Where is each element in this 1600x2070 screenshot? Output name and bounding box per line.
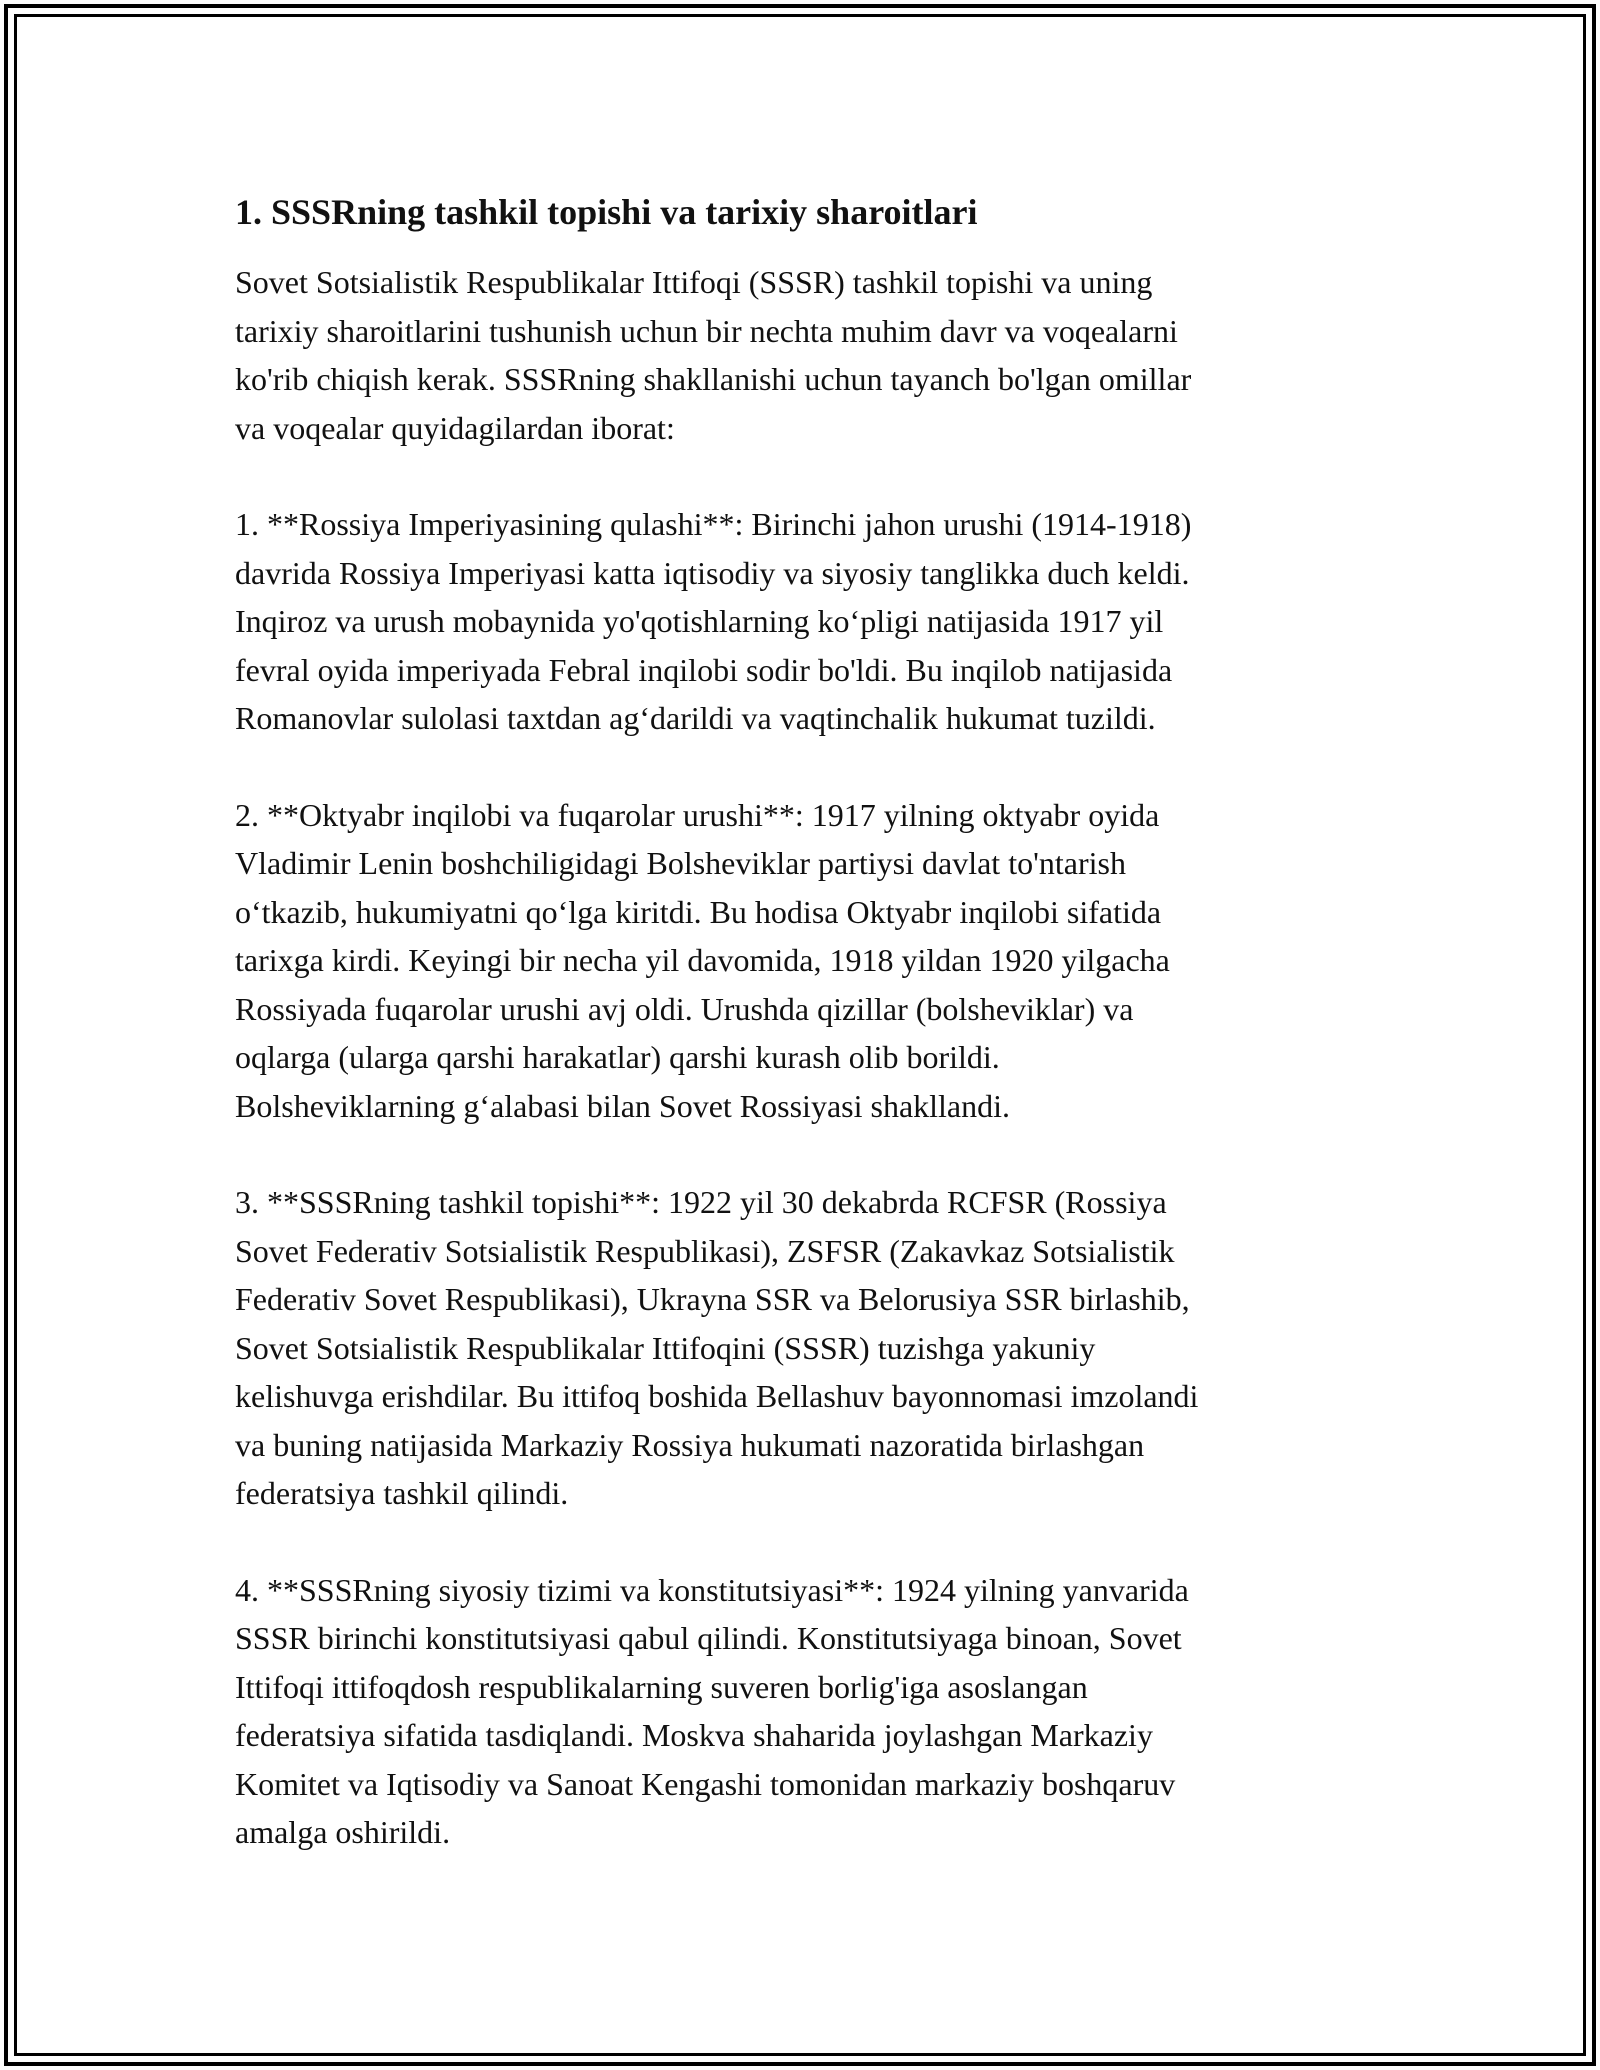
text-line: Romanovlar sulolasi taxtdan ag‘darildi va vaqtinchalik hukumat tuzildi. [235,700,1156,736]
text-line: va buning natijasida Markaziy Rossiya hukumati nazoratida birlashgan [235,1426,1145,1463]
text-line: o‘tkazib, hukumiyatni qo‘lga kiritdi. Bu hodisa Oktyabr inqilobi sifatida [235,893,1162,930]
text-line: tarixga kirdi. Keyingi bir necha yil davomida, 1918 yildan 1920 yilgacha [235,942,1170,978]
text-line: Rossiyada fuqarolar urushi avj oldi. Urushda qizillar (bolsheviklar) va [235,990,1134,1027]
text-line: Vladimir Lenin boshchiligidagi Bolsheviklar partiysi davlat to'ntarish [235,845,1126,881]
text-line: Bolsheviklarning g‘alabasi bilan Sovet Rossiyasi shakllandi. [235,1087,1011,1124]
text-line: Sovet Sotsialistik Respublikalar Ittifoqini (SSSR) tuzishga yakuniy [235,1329,1096,1366]
text-line: kelishuvga erishdilar. Bu ittifoq boshida Bellashuv bayonnomasi imzolandi [235,1378,1199,1414]
list-item-1 [235,500,1360,743]
text-line: Ittifoqi ittifoqdosh respublikalarning suveren borlig'iga asoslangan [235,1668,1088,1705]
text-line: davrida Rossiya Imperiyasi katta iqtisodiy va siyosiy tanglikka duch keldi. [235,554,1190,591]
text-line: 2. **Oktyabr inqilobi va fuqarolar urushi**: 1917 yilning oktyabr oyida [235,796,1160,833]
text-line: ko'rib chiqish kerak. SSSRning shakllanishi uchun tayanch bo'lgan omillar [235,361,1192,397]
section-heading: 1. SSSRning tashkil topishi va tarixiy sharoitlari [235,192,978,232]
intro-paragraph [235,258,1360,452]
text-line: SSSR birinchi konstitutsiyasi qabul qilindi. Konstitutsiyaga binoan, Sovet [235,1620,1182,1656]
text-line: Federativ Sovet Respublikasi), Ukrayna SSR va Belorusiya SSR birlashib, [235,1281,1190,1317]
text-line: amalga oshirildi. [235,1814,451,1850]
document-body [235,188,1360,1905]
text-line: Sovet Federativ Sotsialistik Respublikasi), ZSFSR (Zakavkaz Sotsialistik [235,1232,1175,1269]
text-line: 1. **Rossiya Imperiyasining qulashi**: Birinchi jahon urushi (1914-1918) [235,506,1192,542]
text-line: 4. **SSSRning siyosiy tizimi va konstitutsiyasi**: 1924 yilning yanvarida [235,1571,1189,1608]
text-line: Komitet va Iqtisodiy va Sanoat Kengashi tomonidan markaziy boshqaruv [235,1765,1176,1802]
text-line: federatsiya sifatida tasdiqlandi. Moskva shaharida joylashgan Markaziy [235,1717,1153,1753]
text-line: Sovet Sotsialistik Respublikalar Ittifoqi (SSSR) tashkil topishi va uning [235,264,1153,300]
text-line: oqlarga (ularga qarshi harakatlar) qarshi kurash olib borildi. [235,1039,1000,1075]
list-item-4 [235,1566,1360,1857]
text-line: Inqiroz va urush mobaynida yo'qotishlarning ko‘pligi natijasida 1917 yil [235,603,1164,639]
text-line: 3. **SSSRning tashkil topishi**: 1922 yil 30 dekabrda RCFSR (Rossiya [235,1184,1167,1220]
text-line: va voqealar quyidagilardan iborat: [235,409,675,446]
text-line: federatsiya tashkil qilindi. [235,1475,569,1511]
text-line: tarixiy sharoitlarini tushunish uchun bir nechta muhim davr va voqealarni [235,312,1178,349]
list-item-2 [235,791,1360,1131]
list-item-3 [235,1178,1360,1518]
text-line: fevral oyida imperiyada Febral inqilobi sodir bo'ldi. Bu inqilob natijasida [235,651,1173,688]
